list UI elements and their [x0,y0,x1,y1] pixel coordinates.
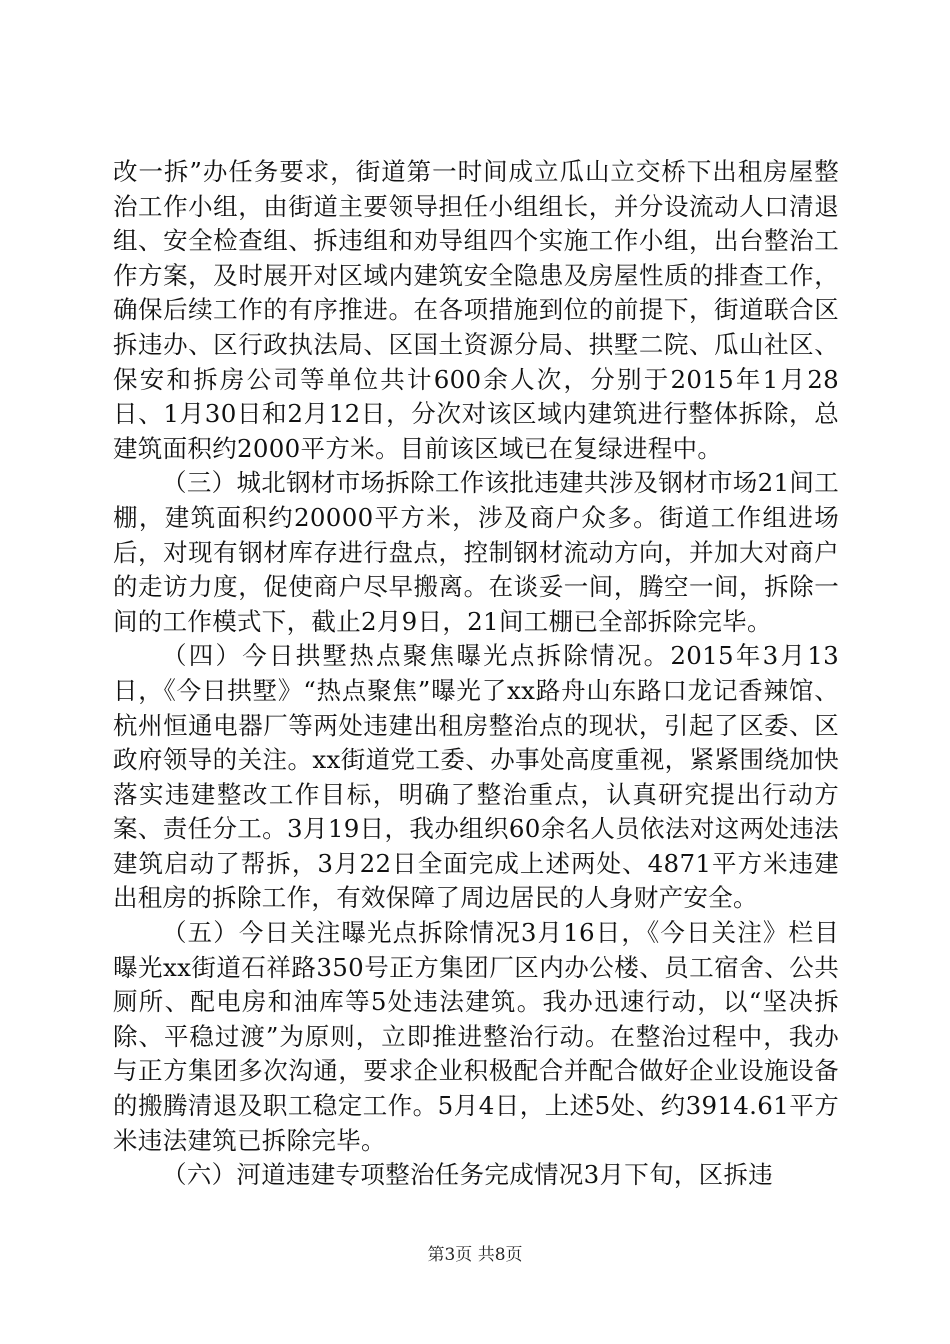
paragraph-section-4: （四）今日拱墅热点聚焦曝光点拆除情况。2015年3月13日，《今日拱墅》“热点聚焦”曝光了xx路舟山东路口龙记香辣馆、杭州恒通电器厂等两处违建出租房整治点的现状，引起了区委、区政府领导的关注。xx街道党工委、办事处高度重视，紧紧围绕加快落实违建整改工作目标，明确了整治重点，认真研究提出行动方案、责任分工。3月19日，我办组织60余名人员依法对这两处违法建筑启动了帮拆，3月22日全面完成上述两处、4871平方米违建出租房的拆除工作，有效保障了周边居民的人身财产安全。 [113,641,839,913]
paragraph-section-6: （六）河道违建专项整治任务完成情况3月下旬，区拆违 [162,1160,774,1190]
paragraph-continued: 改一拆”办任务要求，街道第一时间成立瓜山立交桥下出租房屋整治工作小组，由街道主要领导担任小组组长，并分设流动人口清退组、安全检查组、拆违组和劝导组四个实施工作小组，出台整治工作方案，及时展开对区域内建筑安全隐患及房屋性质的排查工作，确保后续工作的有序推进。在各项措施到位的前提下，街道联合区拆违办、区行政执法局、区国土资源分局、拱墅二院、瓜山社区、保安和拆房公司等单位共计600余人次，分别于2015年1月28日、1月30日和2月12日，分次对该区域内建筑进行整体拆除，总建筑面积约2000平方米。目前该区域已在复绿进程中。 [113,157,839,463]
body-text [113,155,839,1193]
paragraph-section-3: （三）城北钢材市场拆除工作该批违建共涉及钢材市场21间工棚，建筑面积约20000平方米，涉及商户众多。街道工作组进场后，对现有钢材库存进行盘点，控制钢材流动方向，并加大对商户的走访力度，促使商户尽早搬离。在谈妥一间，腾空一间，拆除一间的工作模式下，截止2月9日，21间工棚已全部拆除完毕。 [113,468,839,636]
paragraph-section-5: （五）今日关注曝光点拆除情况3月16日，《今日关注》栏目曝光xx街道石祥路350号正方集团厂区内办公楼、员工宿舍、公共厕所、配电房和油库等5处违法建筑。我办迅速行动，以“坚决拆除、平稳过渡”为原则，立即推进整治行动。在整治过程中，我办与正方集团多次沟通，要求企业积极配合并配合做好企业设施设备的搬腾清退及职工稳定工作。5月4日，上述5处、约3914.61平方米违法建筑已拆除完毕。 [113,918,839,1155]
page-footer: 第3页 共8页 [427,1245,523,1265]
